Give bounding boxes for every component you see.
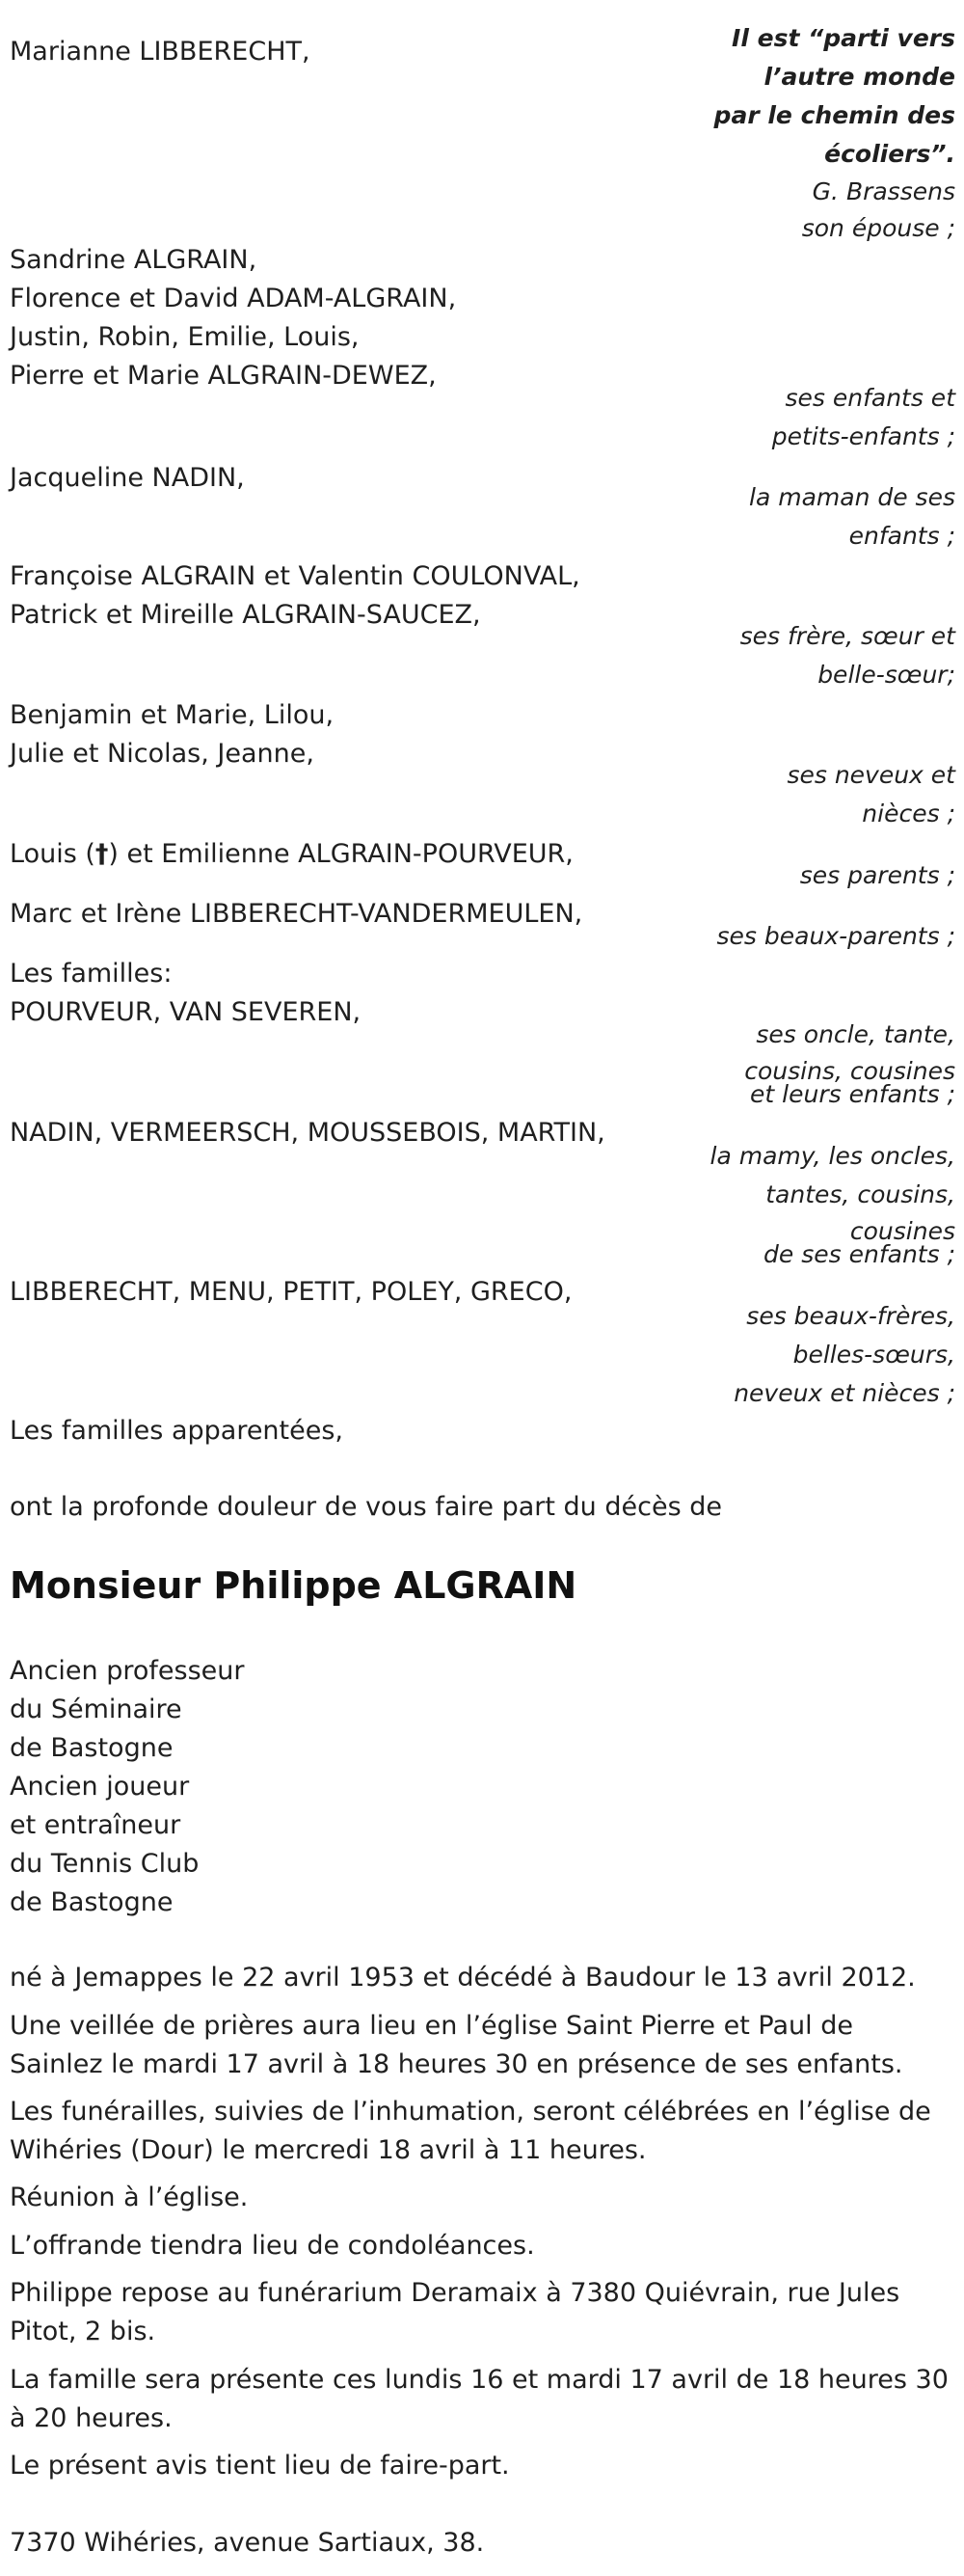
relation-line: belles-sœurs, bbox=[792, 1341, 955, 1369]
parents-in-law-relation: ses beaux-parents ; bbox=[716, 922, 955, 950]
relation-line: de ses enfants ; bbox=[763, 1240, 955, 1268]
relation-line: la mamy, les oncles, bbox=[710, 1142, 955, 1170]
reunion-paragraph: Réunion à l’église. bbox=[10, 2183, 249, 2212]
quote-line: écoliers”. bbox=[824, 140, 955, 168]
role-line: de Bastogne bbox=[10, 1733, 174, 1763]
relation-line: ses frère, sœur et bbox=[739, 622, 955, 650]
related-families: Les familles apparentées, bbox=[10, 1416, 344, 1446]
mother-relation bbox=[749, 478, 955, 556]
relation-line: enfants ; bbox=[848, 522, 955, 550]
parents-relation: ses parents ; bbox=[799, 861, 955, 889]
role-line: Ancien joueur bbox=[10, 1772, 190, 1802]
offering-paragraph: L’offrande tiendra lieu de condoléances. bbox=[10, 2231, 535, 2261]
funerarium-paragraph: Philippe repose au funérarium Deramaix à 7380 Quiévrain, rue Jules Pitot, 2 bis. bbox=[10, 2278, 900, 2346]
relation-line: et leurs enfants ; bbox=[750, 1080, 955, 1108]
vigil-paragraph: Une veillée de prières aura lieu en l’église Saint Pierre et Paul de Sainlez le mardi 17 avril à 18 heures 30 en présence de ses enfants. bbox=[10, 2011, 903, 2079]
family-presence-paragraph: La famille sera présente ces lundis 16 et mardi 17 avril de 18 heures 30 à 20 heures. bbox=[10, 2365, 949, 2433]
mother-name: Jacqueline NADIN, bbox=[10, 463, 245, 493]
nephews-names bbox=[10, 696, 334, 773]
relation-line: la maman de ses bbox=[749, 483, 955, 511]
name-line: Patrick et Mireille ALGRAIN-SAUCEZ, bbox=[10, 600, 481, 630]
families-b-name: NADIN, VERMEERSCH, MOUSSEBOIS, MARTIN, bbox=[10, 1118, 605, 1148]
quote-line: par le chemin des bbox=[713, 101, 955, 129]
families-c-name: LIBBERECHT, MENU, PETIT, POLEY, GRECO, bbox=[10, 1277, 573, 1307]
parents-name bbox=[10, 835, 574, 874]
name-line: Benjamin et Marie, Lilou, bbox=[10, 700, 335, 730]
families-c-relation bbox=[734, 1297, 955, 1413]
relation-line: cousins, cousines bbox=[744, 1057, 955, 1085]
quote-line: l’autre monde bbox=[763, 63, 955, 91]
siblings-names bbox=[10, 557, 580, 635]
name-line: Sandrine ALGRAIN, bbox=[10, 245, 257, 275]
relation-line: cousines bbox=[849, 1217, 955, 1245]
parents-in-law-name: Marc et Irène LIBBERECHT-VANDERMEULEN, bbox=[10, 899, 583, 929]
relation-line: petits-enfants ; bbox=[771, 422, 955, 450]
quote-line: Il est “parti vers bbox=[732, 24, 955, 52]
role-line: de Bastogne bbox=[10, 1887, 174, 1917]
announcement: ont la profonde douleur de vous faire part du décès de bbox=[10, 1492, 722, 1522]
name-line: Justin, Robin, Emilie, Louis, bbox=[10, 322, 360, 352]
roles bbox=[10, 1652, 244, 1922]
funeral-paragraph: Les funérailles, suivies de l’inhumation, seront célébrées en l’église de Wihéries (Dour) le mercredi 18 avril à 11 heures. bbox=[10, 2097, 931, 2165]
quote-block bbox=[714, 19, 955, 247]
cross-symbol: † bbox=[94, 839, 109, 869]
relation-line: ses enfants et bbox=[785, 384, 955, 412]
name-line: POURVEUR, VAN SEVEREN, bbox=[10, 997, 362, 1027]
name-line: Les familles: bbox=[10, 959, 173, 989]
relation-line: belle-sœur; bbox=[817, 661, 955, 689]
relation-line: tantes, cousins, bbox=[765, 1180, 955, 1208]
relation-line: ses oncle, tante, bbox=[756, 1020, 955, 1048]
spouse-relation: son épouse ; bbox=[801, 214, 955, 242]
role-line: du Tennis Club bbox=[10, 1849, 200, 1879]
role-line: du Séminaire bbox=[10, 1695, 182, 1724]
notice-paragraph: Le présent avis tient lieu de faire-part. bbox=[10, 2451, 510, 2481]
name-line: Pierre et Marie ALGRAIN-DEWEZ, bbox=[10, 361, 437, 391]
birth-death-paragraph: né à Jemappes le 22 avril 1953 et décédé à Baudour le 13 avril 2012. bbox=[10, 1963, 916, 1993]
relation-line: neveux et nièces ; bbox=[734, 1379, 955, 1407]
families-a-names bbox=[10, 955, 361, 1032]
relation-line: ses beaux-frères, bbox=[746, 1302, 955, 1330]
families-b-relation bbox=[710, 1137, 955, 1266]
families-a-relation bbox=[744, 1016, 955, 1106]
parents-name-part: ) et Emilienne ALGRAIN-POURVEUR, bbox=[108, 839, 574, 869]
siblings-relation bbox=[740, 617, 955, 694]
role-line: et entraîneur bbox=[10, 1810, 181, 1840]
relation-line: ses neveux et bbox=[787, 761, 955, 789]
name-line: Julie et Nicolas, Jeanne, bbox=[10, 739, 314, 769]
children-names bbox=[10, 241, 456, 395]
relation-line: nièces ; bbox=[862, 800, 955, 827]
name-line: Florence et David ADAM-ALGRAIN, bbox=[10, 284, 457, 313]
role-line: Ancien professeur bbox=[10, 1656, 245, 1686]
name-line: Françoise ALGRAIN et Valentin COULONVAL, bbox=[10, 561, 580, 591]
children-relation bbox=[772, 379, 955, 456]
address: 7370 Wihéries, avenue Sartiaux, 38. bbox=[10, 2528, 485, 2558]
deceased-name: Monsieur Philippe ALGRAIN bbox=[10, 1564, 577, 1607]
quote-author: G. Brassens bbox=[812, 177, 955, 205]
nephews-relation bbox=[787, 756, 955, 833]
spouse-name: Marianne LIBBERECHT, bbox=[10, 37, 310, 67]
parents-name-part: Louis ( bbox=[10, 839, 95, 869]
